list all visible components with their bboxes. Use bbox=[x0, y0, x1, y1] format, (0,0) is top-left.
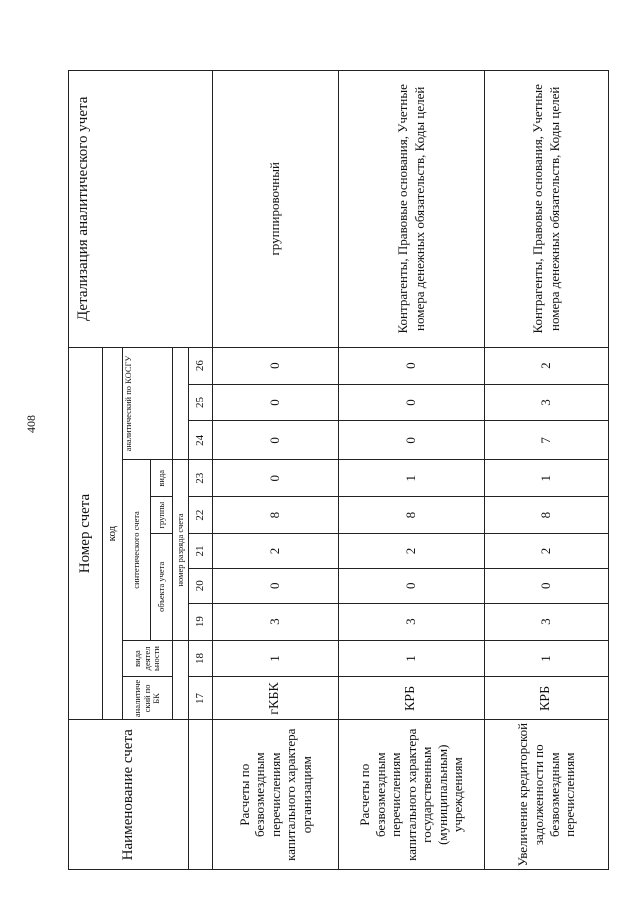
row-digit: 2 bbox=[213, 534, 339, 569]
row-digit: 1 bbox=[339, 460, 485, 497]
row-digit: 1 bbox=[485, 640, 609, 677]
row-digit: 0 bbox=[213, 568, 339, 603]
header-analytic-kosgu: аналитический по КОСГУ bbox=[123, 347, 173, 460]
row-digit: 0 bbox=[213, 460, 339, 497]
row-digit: 0 bbox=[213, 384, 339, 421]
row-digit: 0 bbox=[339, 384, 485, 421]
row-digit: 8 bbox=[339, 497, 485, 534]
row-digit: 1 bbox=[213, 640, 339, 677]
header-account-number: Номер счета bbox=[69, 347, 103, 720]
row-digit: 2 bbox=[485, 534, 609, 569]
row-code: гКБК bbox=[213, 677, 339, 720]
row-digit: 0 bbox=[339, 347, 485, 384]
table-row bbox=[213, 71, 339, 870]
page-number: 408 bbox=[24, 415, 38, 433]
header-object: объекта учета bbox=[151, 534, 173, 641]
row-digit: 3 bbox=[213, 603, 339, 640]
row-digit: 8 bbox=[485, 497, 609, 534]
header-analytic-bk: аналитиче ский по БК bbox=[123, 677, 173, 720]
header-detail: Детализация аналитического учета bbox=[69, 71, 213, 348]
row-digit: 2 bbox=[339, 534, 485, 569]
row-digit: 0 bbox=[213, 347, 339, 384]
header-name: Наименование счета bbox=[69, 720, 189, 870]
digit-24: 24 bbox=[189, 421, 213, 460]
row-detail: группировочный bbox=[213, 71, 339, 348]
header-kind: вида bbox=[151, 460, 173, 497]
row-name: Расчеты по безвозмездным перечислениям капитального характера организациям bbox=[213, 720, 339, 870]
row-detail: Контрагенты, Правовые основания, Учетные номера денежных обязательств, Коды целей bbox=[485, 71, 609, 348]
account-table-rotated bbox=[68, 70, 608, 870]
digit-26: 26 bbox=[189, 347, 213, 384]
row-digit: 1 bbox=[339, 640, 485, 677]
row-code: КРБ bbox=[339, 677, 485, 720]
row-digit: 8 bbox=[213, 497, 339, 534]
table-row bbox=[485, 71, 609, 870]
header-activity-type: вида деятел ьности bbox=[123, 640, 173, 677]
row-digit: 0 bbox=[339, 421, 485, 460]
row-digit: 0 bbox=[339, 568, 485, 603]
row-name: Увеличение кредиторской задолженности по безвозмездным перечислениям bbox=[485, 720, 609, 870]
row-digit: 1 bbox=[485, 460, 609, 497]
row-digit: 3 bbox=[339, 603, 485, 640]
digit-22: 22 bbox=[189, 497, 213, 534]
header-name-blank bbox=[189, 720, 213, 870]
row-detail: Контрагенты, Правовые основания, Учетные номера денежных обязательств, Коды целей bbox=[339, 71, 485, 348]
row-digit: 0 bbox=[213, 421, 339, 460]
header-group: группы bbox=[151, 497, 173, 534]
header-synthetic: синтетического счета bbox=[123, 460, 151, 640]
table-row bbox=[339, 71, 485, 870]
digit-21: 21 bbox=[189, 534, 213, 569]
account-table bbox=[68, 70, 609, 870]
digit-17: 17 bbox=[189, 677, 213, 720]
digit-19: 19 bbox=[189, 603, 213, 640]
digit-18: 18 bbox=[189, 640, 213, 677]
header-digit-number: номер разряда счета bbox=[173, 460, 189, 640]
row-digit: 0 bbox=[485, 568, 609, 603]
digit-23: 23 bbox=[189, 460, 213, 497]
row-digit: 3 bbox=[485, 384, 609, 421]
row-code: КРБ bbox=[485, 677, 609, 720]
row-digit: 3 bbox=[485, 603, 609, 640]
row-digit: 2 bbox=[485, 347, 609, 384]
digit-20: 20 bbox=[189, 568, 213, 603]
row-digit: 7 bbox=[485, 421, 609, 460]
digit-25: 25 bbox=[189, 384, 213, 421]
header-code: код bbox=[103, 347, 123, 720]
row-name: Расчеты по безвозмездным перечислениям капитального характера государственным (муниципальным) учреждениям bbox=[339, 720, 485, 870]
